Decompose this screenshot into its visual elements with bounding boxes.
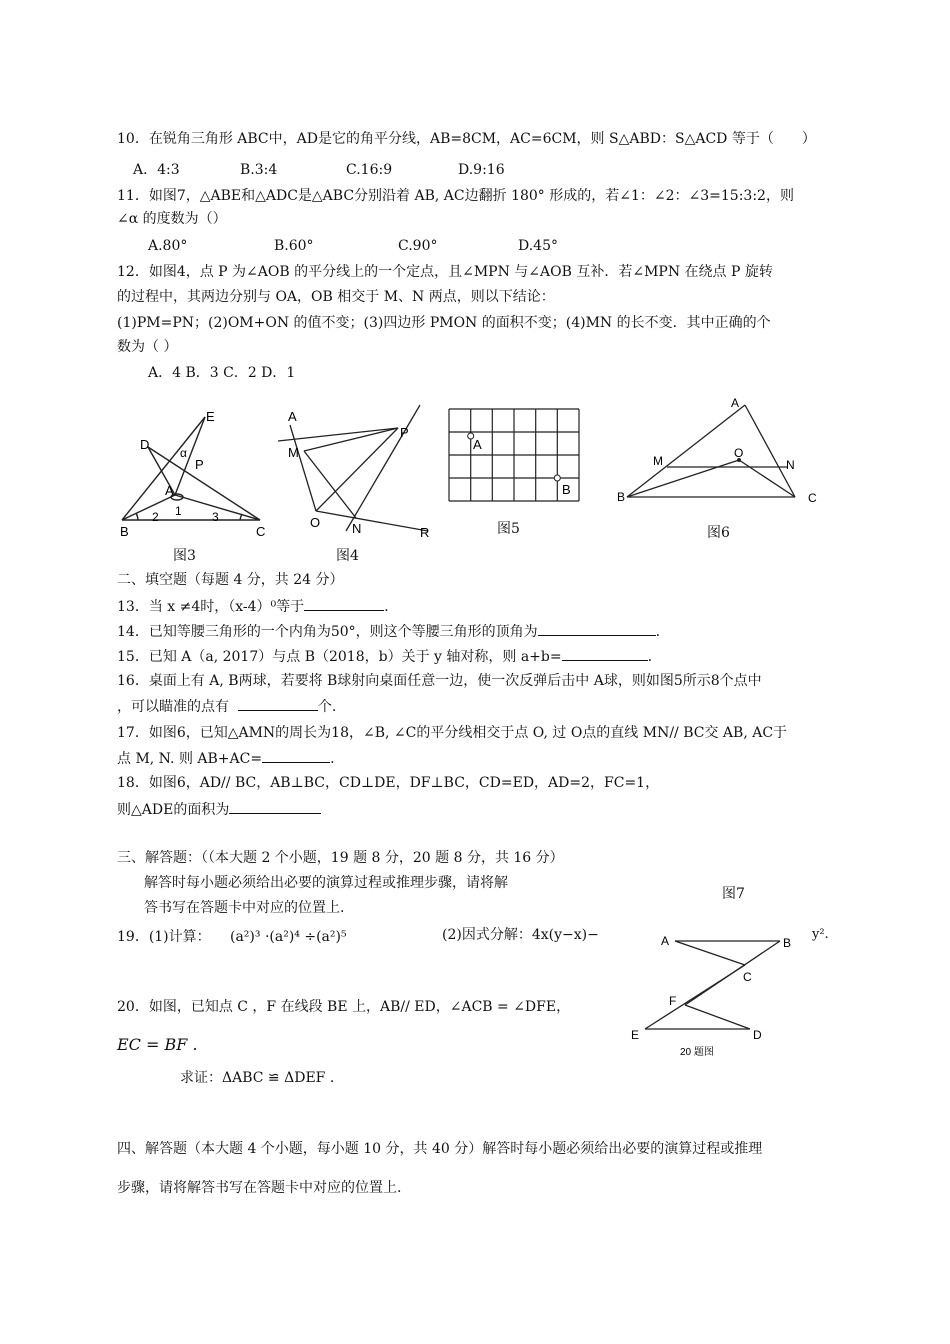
q12-options: A．4 B．3 C．2 D．1 (148, 365, 296, 381)
fig5-label-a: A (473, 437, 482, 452)
section3-instruction-1: 解答时每小题必须给出必要的演算过程或推理步骤，请将解 (144, 875, 508, 891)
fig4-label-n: N (352, 521, 362, 536)
q10-option-c: C.16:9 (346, 162, 393, 178)
fig4-label-p: P (400, 425, 409, 440)
fig4-label-m: M (288, 445, 299, 460)
fig6-caption: 图6 (707, 525, 730, 541)
fig3-label-c: C (256, 524, 266, 539)
fig7-label-b: B (783, 936, 792, 950)
q12-line2: 的过程中，其两边分别与 OA，OB 相交于 M、N 两点，则以下结论： (117, 289, 555, 305)
q17-line2: 点 M, N. 则 AB+AC= . (117, 748, 335, 769)
section4-line2: 步骤，请将解答书写在答题卡中对应的位置上. (117, 1180, 402, 1196)
q20-line2: EC = BF . (117, 1035, 198, 1054)
fig6-label-c: C (808, 491, 817, 505)
q12-line1: 12．如图4，点 P 为∠AOB 的平分线上的一个定点，且∠MPN 与∠AOB 互补．若∠MPN 在绕点 P 旋转 (117, 264, 773, 280)
fig3-label-2: 2 (152, 510, 159, 524)
fig3-label-1: 1 (175, 504, 182, 518)
fig7-label-d: D (753, 1028, 762, 1042)
fig3-caption: 图3 (173, 548, 196, 564)
q11-option-a: A.80° (148, 238, 188, 254)
q16-line2: ，可以瞄准的点有 个. (117, 696, 336, 717)
figure-5 (445, 405, 585, 505)
fig3-label-p: P (195, 457, 204, 472)
q19-part2-tail: y². (812, 927, 829, 942)
q11-option-c: C.90° (398, 238, 438, 254)
section3-title: 三、解答题：（（本大题 2 个小题，19 题 8 分，20 题 8 分，共 16 分） (117, 850, 564, 866)
q20-line1: 20．如图，已知点 C ，F 在线段 BE 上，AB// ED，∠ACB = ∠DFE， (117, 999, 571, 1015)
q19-part1-expression: (a²)³ ·(a²)⁴ ÷(a²)⁵ (230, 929, 347, 945)
fig3-label-d: D (140, 437, 150, 452)
fig3-label-alpha: α (180, 446, 187, 460)
fig5-label-b: B (562, 482, 571, 497)
fig4-label-o: O (310, 515, 321, 530)
fig4-label-a: A (288, 409, 297, 424)
q11-option-b: B.60° (274, 238, 314, 254)
fig3-label-b: B (120, 524, 129, 539)
fig7-label-a: A (661, 934, 670, 948)
q16-line1: 16．桌面上有 A, B两球，若要将 B球射向桌面任意一边，使一次反弹后击中 A球，则如图5所示8个点中 (117, 673, 762, 689)
q10-option-a: A．4:3 (133, 162, 180, 178)
figure-3 (110, 405, 280, 540)
q19-part2: (2)因式分解：4x(y−x)− (442, 927, 599, 943)
q18-line1: 18．如图6，AD// BC，AB⊥BC，CD⊥DE，DF⊥BC，CD=ED，AD=2，FC=1， (117, 775, 660, 791)
fig5-caption: 图5 (497, 521, 520, 537)
q10-option-b: B.3:4 (240, 162, 278, 178)
section4-line1: 四、解答题（本大题 4 个小题，每小题 10 分，共 40 分）解答时每小题必须给出必要的演算过程或推理 (117, 1141, 763, 1157)
fig6-label-a: A (731, 396, 740, 410)
q12-line4: 数为（ ） (117, 339, 178, 355)
q10-text: 10．在锐角三角形 ABC中，AD是它的角平分线，AB=8CM，AC=6CM，则 S△ABD：S△ACD 等于（ ） (117, 131, 816, 147)
fig4-caption: 图4 (336, 548, 359, 564)
fig3-label-3: 3 (212, 510, 219, 524)
q18-line2: 则△ADE的面积为 (117, 799, 321, 820)
figure-4 (278, 403, 438, 543)
q19-part1-label: 19．(1)计算： (117, 929, 211, 945)
figure-7 (625, 925, 800, 1060)
q12-line3: (1)PM=PN；(2)OM+ON 的值不变；(3)四边形 PMON 的面积不变；(4)MN 的长不变．其中正确的个 (117, 315, 771, 331)
fig7-label-f: F (669, 994, 677, 1008)
q14: 14．已知等腰三角形的一个内角为50°，则这个等腰三角形的顶角为 . (117, 621, 660, 642)
q17-line1: 17．如图6，已知△AMN的周长为18，∠B, ∠C的平分线相交于点 O, 过 O点的直线 MN// BC交 AB, AC于 (117, 725, 788, 741)
fig6-label-n: N (786, 458, 795, 472)
fig7-subcaption: 20 题图 (680, 1047, 714, 1058)
fig7-label-c: C (743, 970, 752, 984)
fig6-label-m: M (653, 454, 663, 468)
fig7-label-e: E (631, 1028, 640, 1042)
q20-prove: 求证：ΔABC ≌ ΔDEF . (180, 1070, 335, 1086)
q15: 15．已知 A（a, 2017）与点 B（2018，b）关于 y 轴对称，则 a+b= . (117, 646, 652, 667)
fig3-label-a: A (165, 483, 174, 498)
fig3-label-e: E (206, 409, 215, 424)
q11-line2: ∠α 的度数为（） (117, 211, 227, 227)
q11-option-d: D.45° (518, 238, 558, 254)
q13: 13．当 x ≠4时，（x-4）⁰等于 . (117, 596, 389, 617)
fig6-label-b: B (617, 490, 626, 504)
fig6-label-o: O (734, 446, 744, 460)
figure-6 (615, 395, 820, 515)
section2-title: 二、填空题（每题 4 分，共 24 分） (117, 572, 344, 588)
fig7-caption: 图7 (722, 886, 745, 902)
q11-line1: 11．如图7，△ABE和△ADC是△ABC分别沿着 AB, AC边翻折 180° 形成的，若∠1：∠2：∠3=15:3:2，则 (117, 188, 794, 204)
q10-option-d: D.9:16 (458, 162, 505, 178)
fig4-label-r: R (420, 525, 430, 540)
section3-instruction-2: 答书写在答题卡中对应的位置上. (144, 900, 345, 916)
